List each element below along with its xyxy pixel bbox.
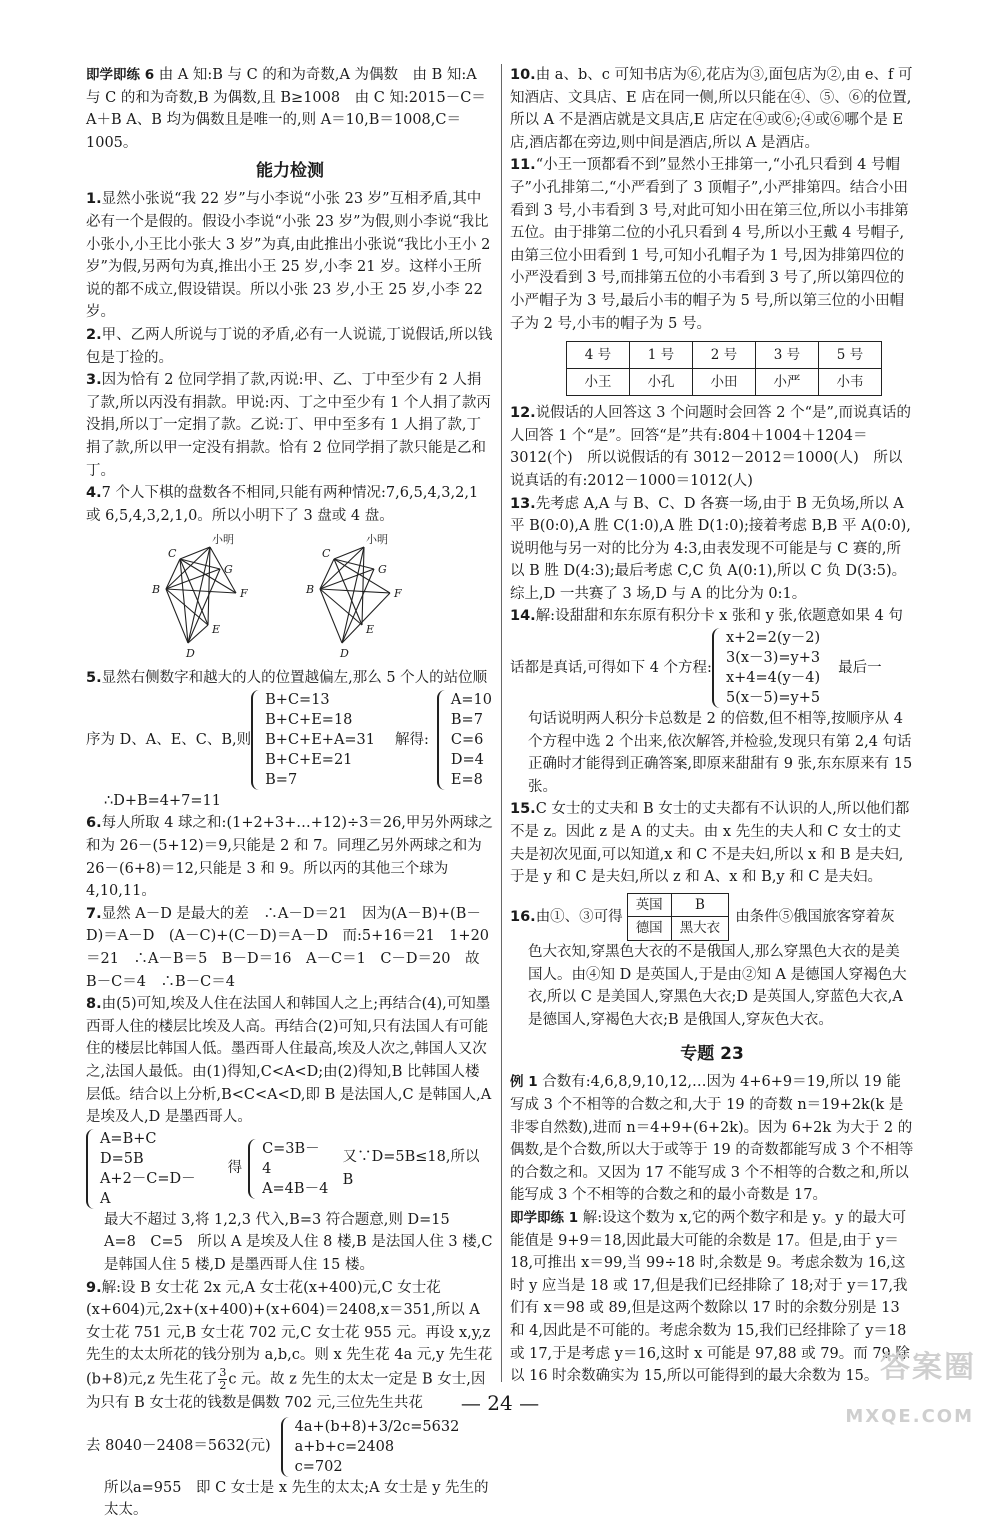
table-cell: 小严 (756, 369, 819, 396)
graph-left-label-d: D (186, 647, 195, 661)
answer-5-system-row (86, 690, 494, 790)
answer-4 (86, 482, 494, 527)
equation-line: B+C+E+A=31 (265, 731, 376, 748)
equation-line: B+C+E=18 (265, 711, 353, 728)
watermark-line-1: 答案圈 (880, 1350, 976, 1385)
answer-6-text: 每人所取 4 球之和:(1+2+3+…+12)÷3＝26,甲另外两球之和为 26－(5+12)＝9,只能是 2 和 7。同理乙另外两球之和为 26－(6+8)＝12,只能是 3 和 9。所以丙的其他三个球为 4,10,11。 (86, 815, 493, 900)
left-brace (248, 1139, 259, 1199)
table-cell: 4 号 (567, 342, 630, 369)
answer-1 (86, 188, 494, 324)
right-column (510, 64, 914, 1388)
answer-15 (510, 798, 914, 888)
table-cell: 英国 (627, 893, 671, 917)
answer-9-text-continued: c 元。故 z 先生的太太一定是 B 女士,因为只有 B 女士花的钱数是偶数 702 元,三位先生共花 (86, 1371, 486, 1411)
nationality-coat-table (627, 893, 730, 941)
table-cell: 小孔 (630, 369, 693, 396)
answer-5-conclusion: ∴D+B=4+7=11 (104, 792, 222, 809)
answer-14-equation-system (712, 628, 820, 708)
section-heading-topic-23: 专题 23 (680, 1044, 744, 1065)
answer-8-constraint: 又∵D=5B≤18,所以 B (342, 1149, 480, 1188)
answer-11-number: 11. (510, 157, 536, 174)
table-cell: 德国 (627, 917, 671, 941)
answer-8-system-row (86, 1129, 494, 1209)
answer-7-number: 7. (86, 905, 102, 922)
answer-16-row (510, 893, 914, 941)
chess-graph-right (302, 531, 432, 661)
answer-5-text: 显然右侧数字和越大的人的位置越偏左,那么 5 个人的站位顺 (101, 670, 488, 687)
graph-right-label-f: F (394, 587, 402, 601)
equation-line: A+2－C=D－A (99, 1170, 196, 1207)
graph-right-label-e: E (366, 623, 375, 637)
answer-13-number: 13. (510, 495, 536, 512)
answer-5-number: 5. (86, 670, 102, 687)
fraction-numerator: 3 (219, 1365, 227, 1379)
practice-1-text: 解:设这个数为 x,它的两个数字和是 y。y 的最大可能值是 9+9＝18,因此最大可能的余数是 17。但是,由于 y＝18,可推出 x＝99,当 99÷18 时,余数是 9。考虑余数为 16,这时 y 应当是 18 或 17,但是我们已经排除了 18;对于 y＝17,我们有 x＝98 或 89,但是这两个数除以 17 时的余数分别是 13 和 4,因此是不可能的。考虑余数为 15,我们已经排除了 y＝18 或 17,于是考虑 y＝16,这时 x 可能是 97,88 或 79。而 79 除以 16 时余数确实为 15,所以可能得到的最大余数为 15。 (510, 1209, 910, 1385)
fraction-denominator: 2 (219, 1378, 227, 1392)
equation-line: 4a+(b+8)+3/2c=5632 (294, 1418, 460, 1435)
table-cell: 小田 (693, 369, 756, 396)
equation-line: 5(x－5)=y+5 (725, 690, 821, 707)
answer-5-solved-label: 解得: (395, 731, 429, 748)
answer-5-lead-in: 序为 D、A、E、C、B,则 (86, 731, 252, 748)
answer-8-number: 8. (86, 996, 102, 1013)
answer-14 (510, 605, 914, 628)
answer-9-number: 9. (86, 1279, 102, 1296)
answer-14-continuation: 句话说明两人积分卡总数是 2 的倍数,但不相等,按顺序从 4 个方程中选 2 个出来,依次解答,并检验,发现只有第 2,4 句话正确时才能得到正确答案,即原来甜甜有 9 张,东东原来有 15 张。 (528, 711, 913, 795)
graph-left-label-c: C (168, 547, 177, 561)
answer-1-text: 显然小张说“我 22 岁”与小李说“小张 23 岁”互相矛盾,其中必有一个是假的。假设小李说“小张 23 岁”为假,则小李说“我比小张小,小王比小张大 3 岁”为真,由此推出小张说“我比小王小 2 岁”为假,另两句为真,推出小王 25 岁,小李 21 岁。这样小王所说的都不成立,假设错误。所以小张 23 岁,小王 25 岁,小李 22 岁。 (86, 191, 491, 321)
graph-left-label-e: E (212, 623, 221, 637)
answer-5-equation-system (251, 690, 375, 790)
table-row (627, 917, 729, 941)
graph-left-label-xiaoming: 小明 (212, 533, 234, 547)
graph-right-label-b: B (306, 583, 315, 597)
answer-2-text: 甲、乙两人所说与丁说的矛盾,必有一人说谎,丁说假话,所以钱包是丁捡的。 (86, 326, 493, 366)
answer-14-text: 解:设甜甜和东东原有积分卡 x 张和 y 张,依题意如果 4 句 (535, 608, 903, 625)
answer-9-lead-in: 去 8040－2408＝5632(元) (86, 1438, 271, 1455)
answer-9-system-row (86, 1417, 494, 1477)
graph-right-label-xiaoming: 小明 (366, 533, 388, 547)
practice-1-label: 即学即练 1 (510, 1209, 579, 1226)
left-brace (281, 1417, 292, 1477)
table-cell: 5 号 (819, 342, 882, 369)
table-row (627, 893, 729, 917)
answer-16-lead-in: 由①、③可得 (535, 908, 623, 925)
answer-9-text: 解:设 B 女士花 2x 元,A 女士花(x+400)元,C 女士花(x+604)元,2x+(x+400)+(x+604)＝2408,x＝351,所以 A 女士花 751 元,B 女士花 702 元,C 女士花 955 元。再设 x,y,z 先生的太太所花的钱分别为 a,b,c。则 x 先生花 4a 元,y 先生花(b+8)元,z 先生花了 (86, 1279, 493, 1388)
answer-13 (510, 493, 914, 606)
table-row (567, 369, 882, 396)
answer-9-conclusion: 所以a=955 即 C 女士是 x 先生的太太;A 女士是 y 先生的太太。 (104, 1479, 489, 1519)
answer-11-text: “小王一顶都看不到”显然小王排第一,“小孔只看到 4 号帽子”小孔排第二,“小严看到了 3 顶帽子”,小严排第四。结合小田看到 3 号,小韦看到 3 号,对此可知小田在第三位,所以小韦排第五位。由于排第二位的小孔只看到 4 号,所以小王戴 4 号帽子,由第三位小田看到 1 号,可知小孔帽子为 1 号,因为排第四位的小严没看到 3 号,而排第五位的小韦看到 3 号了,所以第四位的小严帽子为 3 号,最后小韦的帽子为 5 号,所以第三位的小田帽子为 2 号,小韦的帽子为 5 号。 (510, 157, 909, 332)
graph-right-label-d: D (340, 647, 349, 661)
answer-8-result-system (248, 1139, 328, 1199)
answer-3-text: 因为恰有 2 位同学捐了款,丙说:甲、乙、丁中至少有 2 人捐了款,所以丙没有捐款。甲说:丙、丁之中至少有 1 个人捐了款丙没捐,所以丁一定捐了款。乙说:丁、甲中至多有 1 人捐了款,丁捐了款,所以甲一定没有捐款。恰有 2 位同学捐了款只能是乙和丁。 (86, 372, 491, 479)
answer-13-text: 先考虑 A,A 与 B、C、D 各赛一场,由于 B 无负场,所以 A 平 B(0:0),A 胜 C(1:0),A 胜 D(1:0);接着考虑 B,B 平 A(0:0),说明他与另一对的比分为 4:3,由表发现不可能是与 C 赛的,所以 B 胜 D(4:3);最后考虑 C,C 负 A(0:1),所以 C 负 D(3:5)。综上,D 一共赛了 3 场,D 与 A 的比分为 0:1。 (510, 495, 911, 602)
answer-10-text: 由 a、b、c 可知书店为⑥,花店为③,面包店为②,由 e、f 可知酒店、文具店、E 店在同一侧,所以只能在④、⑤、⑥的位置,所以 A 不是酒店就是文具店,E 店定在④或⑥;④或⑥哪个是 E 店,酒店都在旁边,则中间是酒店,所以 A 是酒店。 (510, 67, 913, 151)
column-divider (501, 64, 502, 1382)
solution-line: B=7 (450, 711, 483, 728)
graph-right-label-g: G (378, 563, 387, 577)
left-brace (251, 690, 262, 790)
answer-1-number: 1. (86, 191, 102, 208)
left-brace (712, 628, 723, 708)
equation-line: c=702 (294, 1458, 343, 1475)
table-cell: 小王 (567, 369, 630, 396)
table-cell: 小韦 (819, 369, 882, 396)
result-line: A=4B－4 (262, 1180, 329, 1197)
answer-6-number: 6. (86, 815, 102, 832)
equation-line: x+4=4(y－4) (725, 670, 821, 687)
answer-4-text: 7 个人下棋的盘数各不相同,只能有两种情况:7,6,5,4,3,2,1 或 6,5,4,3,2,1,0。所以小明下了 3 盘或 4 盘。 (86, 485, 479, 524)
answer-16-continuation: 色大衣知,穿黑色大衣的不是俄国人,那么穿黑色大衣的是美国人。由④知 D 是英国人,于是由②知 A 是德国人穿褐色大衣,所以 C 是美国人,穿黑色大衣;D 是英国人,穿蓝色大衣,A 是德国人,穿褐色大衣;B 是俄国人,穿灰色大衣。 (528, 944, 907, 1028)
table-cell: 3 号 (756, 342, 819, 369)
practice-6-paragraph (86, 64, 494, 154)
answer-14-number: 14. (510, 608, 536, 625)
answer-12-number: 12. (510, 405, 536, 422)
answer-7 (86, 903, 494, 993)
answer-7-text: 显然 A－D 是最大的差 ∴A－D＝21 因为(A－B)+(B－D)＝A－D (A－C)+(C－D)＝A－D 而:5+16＝21 1+20＝21 ∴A－B＝5 B－D＝16 A－C＝1 C－D＝20 故 B－C＝4 ∴B－C＝4 (86, 905, 490, 990)
answer-8-text: 由(5)可知,埃及人住在法国人和韩国人之上;再结合(4),可知墨西哥人住的楼层比埃及人高。再结合(2)可知,只有法国人有可能住的楼层比韩国人低。墨西哥人住最高,埃及人次之,韩国人又次之,法国人最低。由(1)得知,C<A<D;由(2)得知,B 比韩国人楼层低。结合以上分析,B<C<A<D,即 B 是法国人,C 是韩国人,A 是埃及人,D 是墨西哥人。 (86, 996, 492, 1126)
solution-line: A=10 (450, 691, 492, 708)
answer-5 (86, 667, 494, 690)
graph-left-label-f: F (240, 587, 248, 601)
equation-line: D=5B (99, 1150, 144, 1167)
graph-left-label-g: G (224, 563, 233, 577)
practice-6-text: 由 A 知:B 与 C 的和为奇数,A 为偶数 由 B 知:A 与 C 的和为奇数,B 为偶数,且 B≥1008 由 C 知:2015－C＝A＋B A、B 均为偶数且是唯一的,则 A＝10,B＝1008,C＝1005。 (86, 67, 486, 151)
answer-11 (510, 154, 914, 335)
chess-graph-left (148, 531, 278, 661)
solution-line: C=6 (450, 731, 484, 748)
solution-line: E=8 (450, 771, 483, 788)
answer-16-number: 16. (510, 908, 536, 925)
answer-3-number: 3. (86, 372, 102, 389)
answer-4-number: 4. (86, 485, 102, 502)
fraction-three-halves (218, 1367, 227, 1392)
example-1-text: 合数有:4,6,8,9,10,12,…因为 4+6+9＝19,所以 19 能写成 3 个不相等的合数之和,大于 19 的奇数 n＝19+2k(k 是非零自然数),进而 n＝4+9+(6+2k)。因为 6+2k 为大于 2 的偶数,是个合数,所以大于或等于 19 的奇数都能写成 3 个不相等的合数之和。又因为 17 不能写成 3 个不相等的合数之和,所以能写成 3 个不相等的合数之和的最小奇数是 17。 (510, 1074, 914, 1204)
answer-2-number: 2. (86, 326, 102, 343)
equation-line: B+C+E=21 (265, 751, 353, 768)
equation-line: A=B+C (99, 1130, 157, 1147)
table-row (567, 342, 882, 369)
equation-line: B=7 (265, 771, 298, 788)
page-number: — 24 — (460, 1391, 540, 1415)
chess-graph-figures (86, 531, 494, 661)
answer-10 (510, 64, 914, 154)
table-cell: 黑大衣 (671, 917, 729, 941)
table-cell: 2 号 (693, 342, 756, 369)
answer-16-trailing: 由条件⑤俄国旅客穿着灰 (735, 908, 895, 925)
answer-15-number: 15. (510, 801, 536, 818)
solution-line: D=4 (450, 751, 484, 768)
watermark-logo (810, 1350, 980, 1433)
left-brace (437, 690, 448, 790)
answer-8-continuation: 最大不超过 3,将 1,2,3 代入,B=3 符合题意,则 D=15 A=8 C=5 所以 A 是埃及人住 8 楼,B 是法国人住 3 楼,C 是韩国人住 5 楼,D 是墨西哥人住 15 楼。 (104, 1211, 493, 1273)
answer-5-solution-system (437, 690, 492, 790)
answer-14-trailing: 最后一 (838, 659, 882, 676)
equation-line: B+C=13 (265, 691, 330, 708)
answer-6 (86, 812, 494, 902)
answer-8 (86, 993, 494, 1129)
answer-2 (86, 324, 494, 369)
graph-right-label-c: C (322, 547, 331, 561)
answer-9-equation-system (281, 1417, 460, 1477)
example-1 (510, 1071, 914, 1207)
example-1-label: 例 1 (510, 1074, 538, 1091)
equation-line: 3(x－3)=y+3 (725, 650, 821, 667)
answer-14-lead-in: 话都是真话,可得如下 4 个方程: (510, 659, 712, 676)
equation-line: a+b+c=2408 (294, 1438, 395, 1455)
watermark-line-2: MXQE.COM (845, 1406, 974, 1428)
graph-left-label-b: B (152, 583, 161, 597)
section-heading-ability-test: 能力检测 (256, 161, 324, 182)
answer-8-equation-system (86, 1129, 206, 1209)
answer-12-text: 说假话的人回答这 3 个问题时会回答 2 个“是”,而说真话的人回答 1 个“是”。回答“是”共有:804＋1004＋1204＝3012(个) 所以说假话的有 3012－2012＝1000(人) 所以说真话的有:2012－1000＝1012(人) (510, 405, 912, 489)
answer-3 (86, 369, 494, 482)
answer-8-then-label: 得 (227, 1160, 243, 1177)
answer-14-system-row (510, 628, 914, 708)
answer-10-number: 10. (510, 67, 536, 83)
practice-6-label: 即学即练 6 (86, 67, 155, 83)
equation-line: x+2=2(y－2) (725, 630, 821, 647)
hat-assignment-table (566, 341, 882, 396)
table-cell: 1 号 (630, 342, 693, 369)
left-brace (86, 1129, 97, 1209)
answer-12 (510, 402, 914, 492)
left-column (86, 64, 494, 1522)
table-cell: B (671, 893, 729, 917)
result-line: C=3B－4 (262, 1140, 320, 1177)
answer-15-text: C 女士的丈夫和 B 女士的丈夫都有不认识的人,所以他们都不是 z。因此 z 是 A 的丈夫。由 x 先生的夫人和 C 女士的丈夫是初次见面,可以知道,x 和 C 不是夫妇,所以 x 和 B 是夫妇,于是 y 和 C 是夫妇,所以 z 和 A、x 和 B,y 和 C 是夫妇。 (510, 801, 910, 886)
